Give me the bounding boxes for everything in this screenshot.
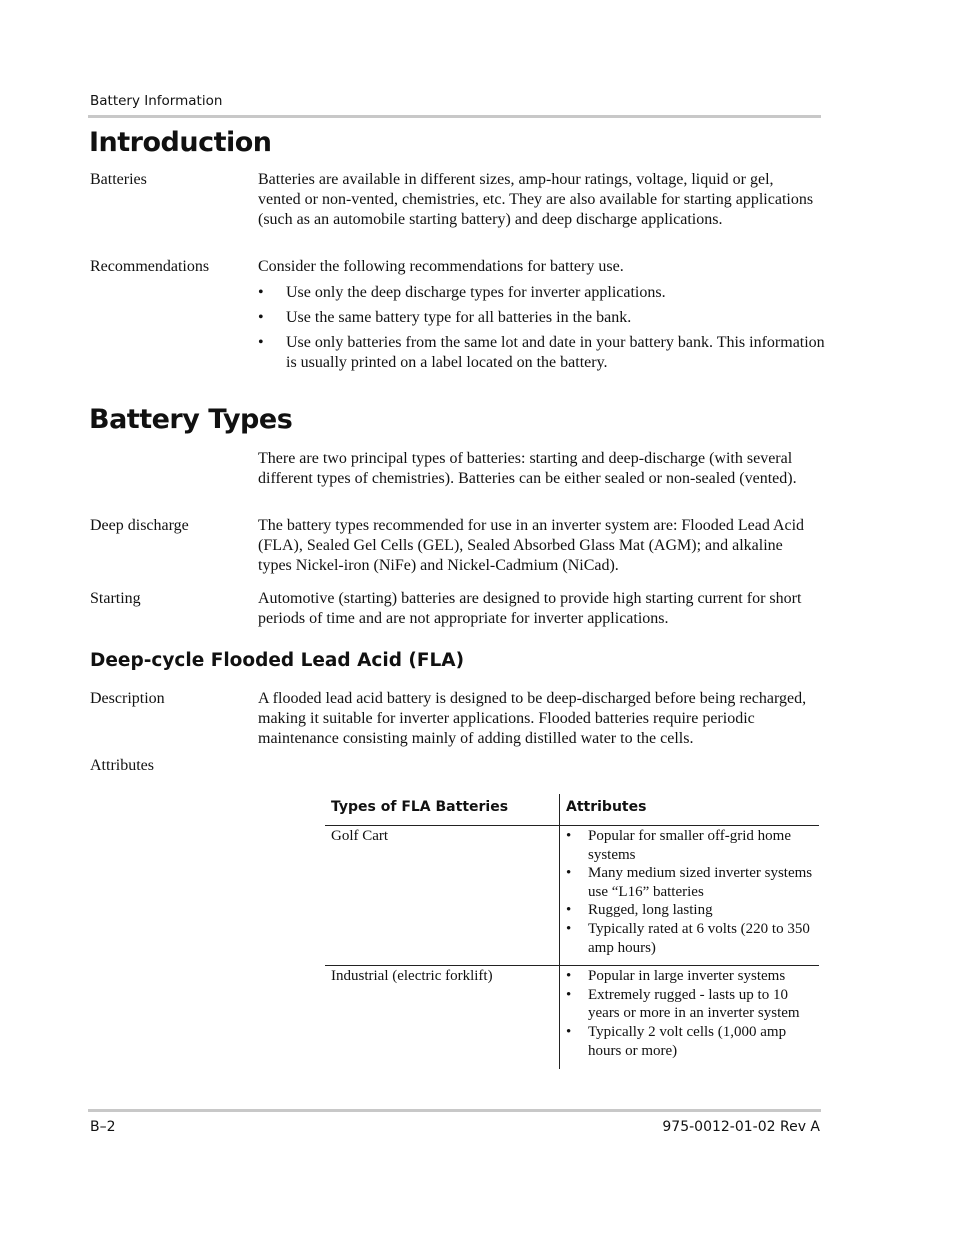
bullet-icon: • xyxy=(566,902,572,919)
bullet-text: Use the same battery type for all batteries in the bank. xyxy=(286,309,632,326)
attribute-item xyxy=(566,901,813,920)
deep-discharge-text: The battery types recommended for use in an inverter system are: Flooded Lead Acid (FLA), Sealed Gel Cells (GEL), Sealed Absorbed Glass Mat (AGM); and alkaline types Nickel-iron (NiFe) and Nickel-Cadmium (NiCad). xyxy=(258,517,805,574)
batteries-text: Batteries are available in different sizes, amp-hour ratings, voltage, liquid or gel, vented or non-vented, chemistries, etc. They are also available for starting applications (such as an automobile starting battery) and deep discharge applications. xyxy=(258,171,814,228)
attribute-item xyxy=(566,1023,813,1060)
bullet-icon: • xyxy=(566,1023,572,1040)
bullet-icon: • xyxy=(258,334,264,351)
bullet-icon: • xyxy=(258,309,264,326)
section-title-introduction: Introduction xyxy=(89,127,272,158)
attributes-label: Attributes xyxy=(90,757,154,774)
battery-type-cell: Industrial (electric forklift) xyxy=(331,968,493,985)
bullet-text: Use only the deep discharge types for inverter applications. xyxy=(286,284,666,301)
recommendations-text: Consider the following recommendations for battery use. xyxy=(258,258,624,275)
table-row xyxy=(325,966,819,1069)
attribute-text: Rugged, long lasting xyxy=(588,902,713,919)
starting-text: Automotive (starting) batteries are designed to provide high starting current for short periods of time and are not appropriate for inverter applications. xyxy=(258,590,802,627)
bullet-icon: • xyxy=(566,828,572,844)
attribute-text: Extremely rugged - lasts up to 10 years or more in an inverter system xyxy=(588,986,800,1022)
attributes-cell xyxy=(560,966,820,1069)
attributes-cell xyxy=(560,826,820,966)
deep-discharge-label: Deep discharge xyxy=(90,517,189,534)
recommendations-label: Recommendations xyxy=(90,258,210,275)
attribute-text: Typically rated at 6 volts (220 to 350 amp hours) xyxy=(588,920,810,956)
battery-type-cell: Golf Cart xyxy=(325,826,560,966)
bullet-icon: • xyxy=(566,865,572,882)
header-rule xyxy=(88,115,821,118)
attribute-text: Many medium sized inverter systems use “L16” batteries xyxy=(588,865,813,900)
subsection-title-fla: Deep-cycle Flooded Lead Acid (FLA) xyxy=(90,650,465,671)
column-header-types: Types of FLA Batteries xyxy=(325,794,560,826)
attribute-item xyxy=(566,986,813,1023)
bullet-icon: • xyxy=(566,986,572,1003)
starting-label: Starting xyxy=(90,590,141,607)
document-number: 975-0012-01-02 Rev A xyxy=(662,1119,820,1135)
attribute-text: Typically 2 volt cells (1,000 amp hours or more) xyxy=(588,1023,787,1059)
recommendation-bullet xyxy=(258,283,826,303)
recommendation-bullet xyxy=(258,308,826,328)
battery-types-intro: There are two principal types of batteries: starting and deep-discharge (with several different types of chemistries). Batteries can be either sealed or non-sealed (vented). xyxy=(258,450,797,487)
page-number: B–2 xyxy=(90,1119,116,1135)
column-header-attributes: Attributes xyxy=(560,794,820,826)
section-title-battery-types: Battery Types xyxy=(89,404,293,435)
bullet-icon: • xyxy=(566,920,572,937)
description-text: A flooded lead acid battery is designed to be deep-discharged before being recharged, making it suitable for inverter applications. Flooded batteries require periodic maintenance consisting mainly of adding distilled water to the cells. xyxy=(258,690,807,747)
attribute-item xyxy=(566,864,813,901)
fla-types-table xyxy=(325,794,819,1069)
table-header-row xyxy=(325,794,819,826)
bullet-text: Use only batteries from the same lot and date in your battery bank. This information is usually printed on a label located on the battery. xyxy=(286,334,825,371)
bullet-icon: • xyxy=(566,968,572,985)
batteries-label: Batteries xyxy=(90,171,147,188)
attribute-text: Popular in large inverter systems xyxy=(588,968,786,985)
footer-rule xyxy=(88,1109,821,1112)
running-head: Battery Information xyxy=(90,93,223,109)
attribute-item xyxy=(566,967,813,986)
attribute-item xyxy=(566,920,813,957)
attribute-text: Popular for smaller off-grid home systems xyxy=(588,828,792,863)
table-row xyxy=(325,826,819,966)
attribute-item xyxy=(566,827,813,864)
description-label: Description xyxy=(90,690,165,707)
recommendation-bullet xyxy=(258,333,826,373)
bullet-icon: • xyxy=(258,284,264,301)
